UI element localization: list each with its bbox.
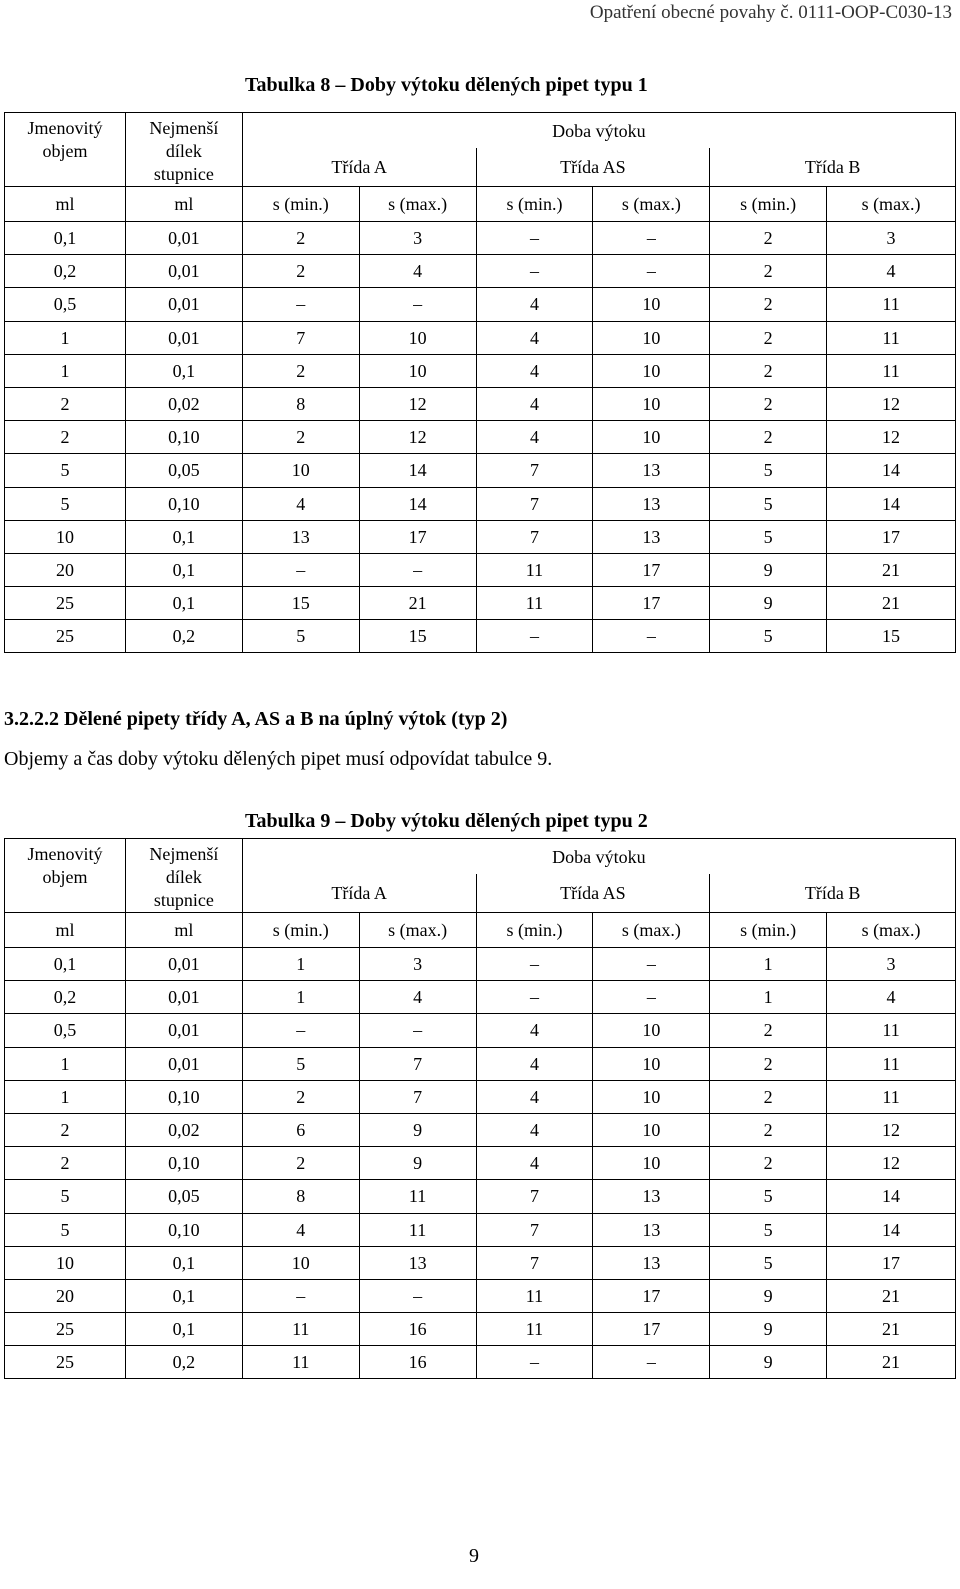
table-cell: 2 bbox=[710, 387, 827, 420]
table-row bbox=[5, 321, 956, 354]
table-cell: 0,1 bbox=[125, 354, 242, 387]
table-cell: 2 bbox=[710, 1147, 827, 1180]
class-b-header: Třída B bbox=[710, 874, 956, 912]
table-cell: – bbox=[593, 620, 710, 653]
table-cell: 5 bbox=[710, 454, 827, 487]
table-cell: 4 bbox=[476, 387, 593, 420]
class-a-header: Třída A bbox=[242, 874, 476, 912]
table-cell: – bbox=[593, 948, 710, 981]
class-as-header: Třída AS bbox=[476, 148, 710, 186]
table-cell: 0,01 bbox=[125, 948, 242, 981]
table-cell: 10 bbox=[359, 354, 476, 387]
table-cell: 0,1 bbox=[5, 948, 126, 981]
nominal-volume-header: Jmenovitý objem bbox=[5, 113, 126, 187]
table-cell: 2 bbox=[710, 1080, 827, 1113]
table-row bbox=[5, 948, 956, 981]
table-cell: 6 bbox=[242, 1113, 359, 1146]
table-cell: 7 bbox=[476, 454, 593, 487]
table-cell: 0,10 bbox=[125, 1080, 242, 1113]
table-cell: 2 bbox=[710, 421, 827, 454]
table-cell: 0,10 bbox=[125, 1213, 242, 1246]
table-cell: 13 bbox=[359, 1246, 476, 1279]
table-cell: 1 bbox=[5, 354, 126, 387]
table-cell: 25 bbox=[5, 1346, 126, 1379]
table-cell: 4 bbox=[476, 1080, 593, 1113]
table-cell: 2 bbox=[710, 222, 827, 255]
table-cell: 10 bbox=[593, 421, 710, 454]
table-cell: 14 bbox=[827, 454, 956, 487]
table-cell: 0,2 bbox=[5, 981, 126, 1014]
table-cell: 11 bbox=[827, 1080, 956, 1113]
unit-cell: ml bbox=[125, 187, 242, 222]
table-cell: 1 bbox=[5, 321, 126, 354]
unit-cell: s (max.) bbox=[593, 913, 710, 948]
table-cell: 4 bbox=[476, 1147, 593, 1180]
table-cell: 0,1 bbox=[125, 1246, 242, 1279]
table-cell: 0,5 bbox=[5, 1014, 126, 1047]
unit-cell: s (max.) bbox=[827, 187, 956, 222]
table-row bbox=[5, 1047, 956, 1080]
table-cell: 5 bbox=[710, 487, 827, 520]
table-cell: 25 bbox=[5, 620, 126, 653]
table-cell: 3 bbox=[359, 948, 476, 981]
table-cell: 11 bbox=[242, 1346, 359, 1379]
section-text: Objemy a čas doby výtoku dělených pipet musí odpovídat tabulce 9. bbox=[4, 748, 553, 770]
unit-cell: s (max.) bbox=[359, 913, 476, 948]
table-cell: 12 bbox=[827, 1113, 956, 1146]
table-row bbox=[5, 421, 956, 454]
table-cell: 13 bbox=[593, 520, 710, 553]
table-cell: 15 bbox=[827, 620, 956, 653]
table-cell: 2 bbox=[710, 354, 827, 387]
table-8 bbox=[4, 112, 956, 653]
table-cell: 14 bbox=[359, 454, 476, 487]
table-cell: 10 bbox=[593, 1147, 710, 1180]
table-cell: 4 bbox=[476, 288, 593, 321]
table-cell: 5 bbox=[5, 1213, 126, 1246]
table-cell: 11 bbox=[827, 1014, 956, 1047]
table-cell: 11 bbox=[476, 553, 593, 586]
units-row bbox=[5, 913, 956, 948]
table-cell: 4 bbox=[476, 421, 593, 454]
table-cell: 7 bbox=[476, 1246, 593, 1279]
table-row bbox=[5, 1014, 956, 1047]
table-cell: 16 bbox=[359, 1346, 476, 1379]
unit-cell: s (max.) bbox=[359, 187, 476, 222]
table-cell: 9 bbox=[710, 553, 827, 586]
table-row bbox=[5, 1213, 956, 1246]
table-cell: 2 bbox=[5, 421, 126, 454]
table-cell: 13 bbox=[593, 454, 710, 487]
table-cell: 0,05 bbox=[125, 1180, 242, 1213]
table-cell: 11 bbox=[242, 1313, 359, 1346]
table-cell: 0,2 bbox=[125, 1346, 242, 1379]
document-reference: Opatření obecné povahy č. 0111-OOP-C030-13 bbox=[589, 2, 952, 23]
table-row bbox=[5, 1313, 956, 1346]
table-cell: 9 bbox=[710, 1346, 827, 1379]
unit-cell: ml bbox=[125, 913, 242, 948]
unit-cell: s (max.) bbox=[593, 187, 710, 222]
table-cell: 8 bbox=[242, 387, 359, 420]
table-cell: – bbox=[242, 553, 359, 586]
table-cell: 16 bbox=[359, 1313, 476, 1346]
table-row bbox=[5, 1113, 956, 1146]
unit-cell: s (min.) bbox=[242, 187, 359, 222]
table-cell: 2 bbox=[710, 1047, 827, 1080]
table-cell: 7 bbox=[359, 1080, 476, 1113]
table-cell: 0,01 bbox=[125, 1047, 242, 1080]
table-row bbox=[5, 1279, 956, 1312]
unit-cell: s (max.) bbox=[827, 913, 956, 948]
table-cell: 3 bbox=[359, 222, 476, 255]
table-cell: 12 bbox=[827, 387, 956, 420]
table-cell: 4 bbox=[827, 255, 956, 288]
table-cell: 10 bbox=[359, 321, 476, 354]
table-cell: – bbox=[359, 1279, 476, 1312]
table-cell: 11 bbox=[476, 1279, 593, 1312]
table-cell: 12 bbox=[359, 421, 476, 454]
table-cell: – bbox=[593, 255, 710, 288]
table-cell: 17 bbox=[593, 1279, 710, 1312]
page-number: 9 bbox=[469, 1545, 479, 1567]
table-cell: 0,02 bbox=[125, 1113, 242, 1146]
table-cell: 4 bbox=[476, 1014, 593, 1047]
table-cell: 13 bbox=[593, 1246, 710, 1279]
table-cell: 5 bbox=[710, 620, 827, 653]
table-cell: 1 bbox=[242, 981, 359, 1014]
table-cell: 21 bbox=[827, 1346, 956, 1379]
table-cell: 2 bbox=[710, 321, 827, 354]
table-cell: 2 bbox=[710, 288, 827, 321]
table-cell: – bbox=[242, 1279, 359, 1312]
table-cell: 17 bbox=[593, 553, 710, 586]
table-cell: 0,5 bbox=[5, 288, 126, 321]
table-cell: 0,1 bbox=[125, 1279, 242, 1312]
table-cell: 11 bbox=[827, 354, 956, 387]
table-cell: 14 bbox=[827, 1213, 956, 1246]
table-cell: 11 bbox=[827, 1047, 956, 1080]
table-cell: – bbox=[242, 288, 359, 321]
unit-cell: ml bbox=[5, 187, 126, 222]
table-8-caption: Tabulka 8 – Doby výtoku dělených pipet typu 1 bbox=[245, 74, 648, 96]
table-cell: 9 bbox=[710, 1279, 827, 1312]
table-cell: 10 bbox=[593, 354, 710, 387]
table-cell: 0,01 bbox=[125, 255, 242, 288]
nominal-volume-header: Jmenovitý objem bbox=[5, 839, 126, 913]
table-cell: 14 bbox=[359, 487, 476, 520]
table-cell: 7 bbox=[476, 487, 593, 520]
units-row bbox=[5, 187, 956, 222]
table-cell: 17 bbox=[827, 520, 956, 553]
table-cell: 10 bbox=[593, 1113, 710, 1146]
table-row bbox=[5, 454, 956, 487]
section-heading: 3.2.2.2 Dělené pipety třídy A, AS a B na úplný výtok (typ 2) bbox=[4, 708, 508, 730]
table-cell: 9 bbox=[359, 1147, 476, 1180]
table-row bbox=[5, 255, 956, 288]
table-cell: 2 bbox=[5, 1147, 126, 1180]
table-cell: 12 bbox=[827, 421, 956, 454]
table-cell: 20 bbox=[5, 553, 126, 586]
table-cell: 12 bbox=[827, 1147, 956, 1180]
table-cell: 3 bbox=[827, 948, 956, 981]
unit-cell: s (min.) bbox=[710, 187, 827, 222]
table-cell: 2 bbox=[5, 1113, 126, 1146]
table-cell: 1 bbox=[710, 948, 827, 981]
table-row bbox=[5, 288, 956, 321]
table-cell: 21 bbox=[827, 553, 956, 586]
table-cell: 21 bbox=[359, 587, 476, 620]
table-cell: 10 bbox=[242, 1246, 359, 1279]
table-cell: 5 bbox=[5, 454, 126, 487]
table-row bbox=[5, 620, 956, 653]
table-row bbox=[5, 222, 956, 255]
table-cell: 2 bbox=[710, 255, 827, 288]
table-row bbox=[5, 553, 956, 586]
table-cell: – bbox=[242, 1014, 359, 1047]
class-a-header: Třída A bbox=[242, 148, 476, 186]
table-row bbox=[5, 1180, 956, 1213]
table-cell: – bbox=[476, 948, 593, 981]
table-cell: 11 bbox=[476, 1313, 593, 1346]
table-cell: 1 bbox=[5, 1047, 126, 1080]
table-cell: 5 bbox=[710, 1246, 827, 1279]
table-cell: 7 bbox=[476, 1180, 593, 1213]
table-cell: 2 bbox=[242, 255, 359, 288]
class-as-header: Třída AS bbox=[476, 874, 710, 912]
table-row bbox=[5, 487, 956, 520]
header-row bbox=[5, 113, 956, 149]
table-row bbox=[5, 1147, 956, 1180]
table-cell: 14 bbox=[827, 487, 956, 520]
table-cell: – bbox=[476, 255, 593, 288]
table-cell: 0,10 bbox=[125, 1147, 242, 1180]
table-cell: 15 bbox=[242, 587, 359, 620]
table-row bbox=[5, 587, 956, 620]
table-row bbox=[5, 1080, 956, 1113]
table-cell: – bbox=[359, 1014, 476, 1047]
table-cell: 11 bbox=[359, 1213, 476, 1246]
table-cell: 0,01 bbox=[125, 321, 242, 354]
table-9-caption: Tabulka 9 – Doby výtoku dělených pipet typu 2 bbox=[245, 810, 648, 832]
table-cell: – bbox=[593, 222, 710, 255]
table-cell: 3 bbox=[827, 222, 956, 255]
header-row bbox=[5, 839, 956, 875]
table-cell: 13 bbox=[242, 520, 359, 553]
table-cell: 5 bbox=[242, 620, 359, 653]
table-cell: 0,01 bbox=[125, 288, 242, 321]
table-cell: 10 bbox=[593, 321, 710, 354]
table-cell: 10 bbox=[593, 288, 710, 321]
table-cell: 7 bbox=[476, 1213, 593, 1246]
table-cell: 10 bbox=[593, 1047, 710, 1080]
table-cell: – bbox=[476, 1346, 593, 1379]
table-cell: 8 bbox=[242, 1180, 359, 1213]
unit-cell: ml bbox=[5, 913, 126, 948]
table-cell: 21 bbox=[827, 1279, 956, 1312]
table-cell: 0,2 bbox=[5, 255, 126, 288]
table-cell: 2 bbox=[242, 1080, 359, 1113]
table-cell: 25 bbox=[5, 1313, 126, 1346]
table-cell: 9 bbox=[359, 1113, 476, 1146]
table-cell: 0,2 bbox=[125, 620, 242, 653]
table-cell: 5 bbox=[5, 1180, 126, 1213]
table-cell: 1 bbox=[5, 1080, 126, 1113]
delivery-time-header: Doba výtoku bbox=[242, 839, 955, 875]
table-cell: 0,10 bbox=[125, 487, 242, 520]
table-cell: 1 bbox=[242, 948, 359, 981]
table-cell: 4 bbox=[359, 255, 476, 288]
table-cell: 11 bbox=[827, 288, 956, 321]
table-cell: 4 bbox=[476, 1113, 593, 1146]
table-cell: 0,10 bbox=[125, 421, 242, 454]
table-cell: 10 bbox=[593, 1080, 710, 1113]
table-cell: 17 bbox=[593, 1313, 710, 1346]
table-cell: 0,01 bbox=[125, 1014, 242, 1047]
table-cell: 11 bbox=[476, 587, 593, 620]
table-cell: 2 bbox=[5, 387, 126, 420]
table-cell: 0,02 bbox=[125, 387, 242, 420]
table-cell: 0,1 bbox=[125, 520, 242, 553]
table-cell: 17 bbox=[359, 520, 476, 553]
table-cell: 0,01 bbox=[125, 981, 242, 1014]
unit-cell: s (min.) bbox=[476, 913, 593, 948]
table-cell: 17 bbox=[593, 587, 710, 620]
table-cell: 0,1 bbox=[125, 587, 242, 620]
table-cell: – bbox=[593, 981, 710, 1014]
table-row bbox=[5, 354, 956, 387]
table-cell: 2 bbox=[242, 1147, 359, 1180]
unit-cell: s (min.) bbox=[476, 187, 593, 222]
table-cell: 4 bbox=[242, 1213, 359, 1246]
table-cell: 10 bbox=[593, 1014, 710, 1047]
table-cell: 10 bbox=[593, 387, 710, 420]
unit-cell: s (min.) bbox=[710, 913, 827, 948]
table-cell: 5 bbox=[710, 1180, 827, 1213]
table-cell: 12 bbox=[359, 387, 476, 420]
table-row bbox=[5, 1346, 956, 1379]
table-row bbox=[5, 981, 956, 1014]
table-cell: 10 bbox=[5, 520, 126, 553]
table-cell: 2 bbox=[242, 421, 359, 454]
smallest-division-header: Nejmenší dílek stupnice bbox=[125, 839, 242, 913]
table-cell: 13 bbox=[593, 1213, 710, 1246]
table-cell: 21 bbox=[827, 587, 956, 620]
table-cell: – bbox=[359, 288, 476, 321]
table-cell: 21 bbox=[827, 1313, 956, 1346]
table-cell: 0,1 bbox=[125, 1313, 242, 1346]
table-cell: 4 bbox=[242, 487, 359, 520]
table-cell: 4 bbox=[359, 981, 476, 1014]
table-cell: 4 bbox=[476, 354, 593, 387]
table-cell: 5 bbox=[242, 1047, 359, 1080]
table-cell: 25 bbox=[5, 587, 126, 620]
table-cell: 7 bbox=[359, 1047, 476, 1080]
table-cell: 2 bbox=[710, 1014, 827, 1047]
class-b-header: Třída B bbox=[710, 148, 956, 186]
table-cell: 1 bbox=[710, 981, 827, 1014]
table-cell: 2 bbox=[242, 222, 359, 255]
table-cell: 11 bbox=[359, 1180, 476, 1213]
table-cell: 0,01 bbox=[125, 222, 242, 255]
table-cell: 15 bbox=[359, 620, 476, 653]
table-cell: 4 bbox=[476, 1047, 593, 1080]
table-cell: 9 bbox=[710, 587, 827, 620]
table-cell: 14 bbox=[827, 1180, 956, 1213]
unit-cell: s (min.) bbox=[242, 913, 359, 948]
table-cell: – bbox=[476, 981, 593, 1014]
table-cell: 0,05 bbox=[125, 454, 242, 487]
delivery-time-header: Doba výtoku bbox=[242, 113, 955, 149]
table-cell: 9 bbox=[710, 1313, 827, 1346]
table-cell: – bbox=[476, 620, 593, 653]
smallest-division-header: Nejmenší dílek stupnice bbox=[125, 113, 242, 187]
table-cell: 5 bbox=[710, 1213, 827, 1246]
table-cell: 11 bbox=[827, 321, 956, 354]
table-cell: 2 bbox=[710, 1113, 827, 1146]
table-cell: 10 bbox=[5, 1246, 126, 1279]
table-cell: 5 bbox=[710, 520, 827, 553]
table-row bbox=[5, 1246, 956, 1279]
table-cell: 13 bbox=[593, 487, 710, 520]
table-cell: 2 bbox=[242, 354, 359, 387]
table-cell: – bbox=[359, 553, 476, 586]
table-cell: 4 bbox=[827, 981, 956, 1014]
table-cell: 0,1 bbox=[125, 553, 242, 586]
table-9 bbox=[4, 838, 956, 1379]
table-cell: 5 bbox=[5, 487, 126, 520]
table-cell: 4 bbox=[476, 321, 593, 354]
table-cell: 0,1 bbox=[5, 222, 126, 255]
table-row bbox=[5, 520, 956, 553]
table-cell: – bbox=[476, 222, 593, 255]
table-cell: 13 bbox=[593, 1180, 710, 1213]
table-cell: 17 bbox=[827, 1246, 956, 1279]
table-cell: 7 bbox=[476, 520, 593, 553]
table-cell: – bbox=[593, 1346, 710, 1379]
table-cell: 20 bbox=[5, 1279, 126, 1312]
table-cell: 7 bbox=[242, 321, 359, 354]
table-cell: 10 bbox=[242, 454, 359, 487]
table-row bbox=[5, 387, 956, 420]
